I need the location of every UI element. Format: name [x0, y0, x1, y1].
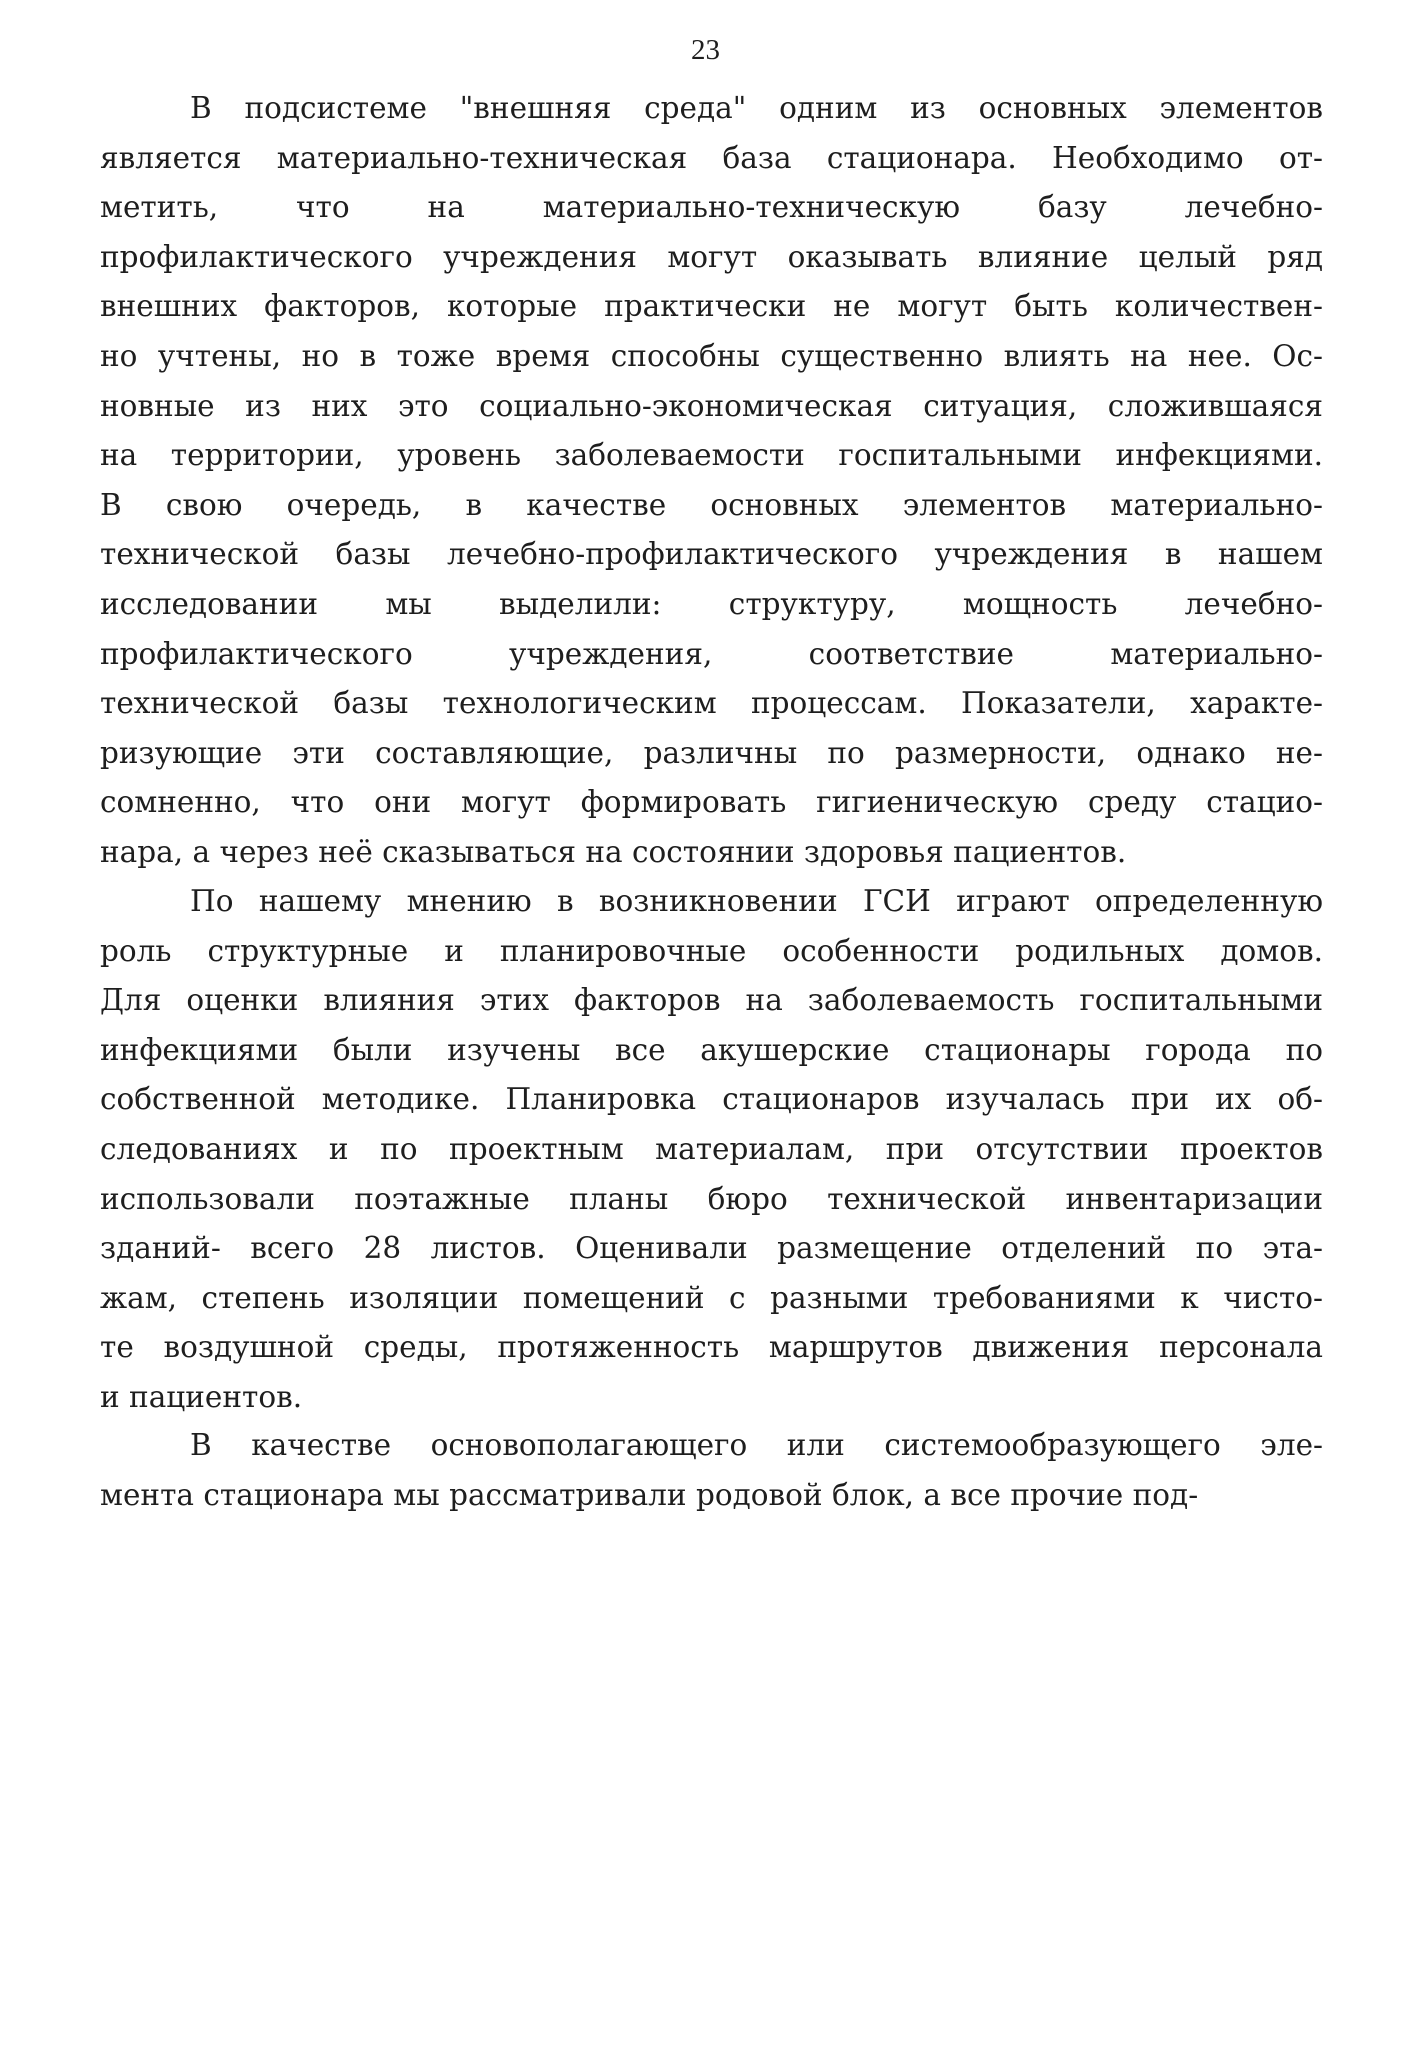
text-line: В качестве основополагающего или системообразующего эле-	[190, 1428, 1323, 1462]
text-line: но учтены, но в тоже время способны существенно влиять на нее. Ос-	[100, 339, 1323, 373]
text-line: те воздушной среды, протяженность маршрутов движения персонала	[100, 1330, 1323, 1365]
text-line: Для оценки влияния этих факторов на заболеваемость госпитальными	[100, 983, 1323, 1018]
text-line: технической базы технологическим процессам. Показатели, характе-	[100, 686, 1323, 721]
text-line: В свою очередь, в качестве основных элементов материально-	[100, 487, 1323, 522]
text-line: мента стационара мы рассматривали родовой блок, а все прочие под-	[100, 1477, 1199, 1512]
text-line: является материально-техническая база стационара. Необходимо от-	[100, 140, 1323, 175]
text-line: внешних факторов, которые практически не могут быть количествен-	[100, 289, 1323, 324]
text-line: жам, степень изоляции помещений с разными требованиями к чисто-	[100, 1280, 1323, 1315]
text-line: метить, что на материально-техническую базу лечебно-	[100, 190, 1323, 225]
text-line: на территории, уровень заболеваемости госпитальными инфекциями.	[100, 438, 1323, 473]
text-line: собственной методике. Планировка стационаров изучалась при их об-	[100, 1082, 1323, 1117]
text-line: профилактического учреждения могут оказывать влияние целый ряд	[100, 239, 1323, 274]
text-line: исследовании мы выделили: структуру, мощность лечебно-	[100, 587, 1323, 621]
page-number: 23	[691, 34, 720, 66]
text-line: роль структурные и планировочные особенности родильных домов.	[100, 933, 1323, 968]
text-line: ризующие эти составляющие, различны по размерности, однако не-	[100, 735, 1323, 770]
text-line: профилактического учреждения, соответствие материально-	[100, 636, 1323, 671]
text-line: зданий- всего 28 листов. Оценивали размещение отделений по эта-	[100, 1231, 1323, 1266]
text-line: следованиях и по проектным материалам, при отсутствии проектов	[100, 1132, 1323, 1166]
text-line: По нашему мнению в возникновении ГСИ играют определенную	[190, 884, 1323, 918]
text-line: сомненно, что они могут формировать гигиеническую среду стацио-	[100, 785, 1323, 820]
text-line: новные из них это социально-экономическая ситуация, сложившаяся	[100, 388, 1323, 423]
text-line: технической базы лечебно-профилактического учреждения в нашем	[100, 537, 1323, 572]
text-line: инфекциями были изучены все акушерские стационары города по	[100, 1032, 1323, 1067]
text-line: использовали поэтажные планы бюро технической инвентаризации	[100, 1181, 1323, 1216]
text-line: нара, а через неё сказываться на состоянии здоровья пациентов.	[100, 835, 1127, 869]
text-line: В подсистеме "внешняя среда" одним из основных элементов	[190, 91, 1323, 125]
text-line: и пациентов.	[100, 1380, 303, 1414]
